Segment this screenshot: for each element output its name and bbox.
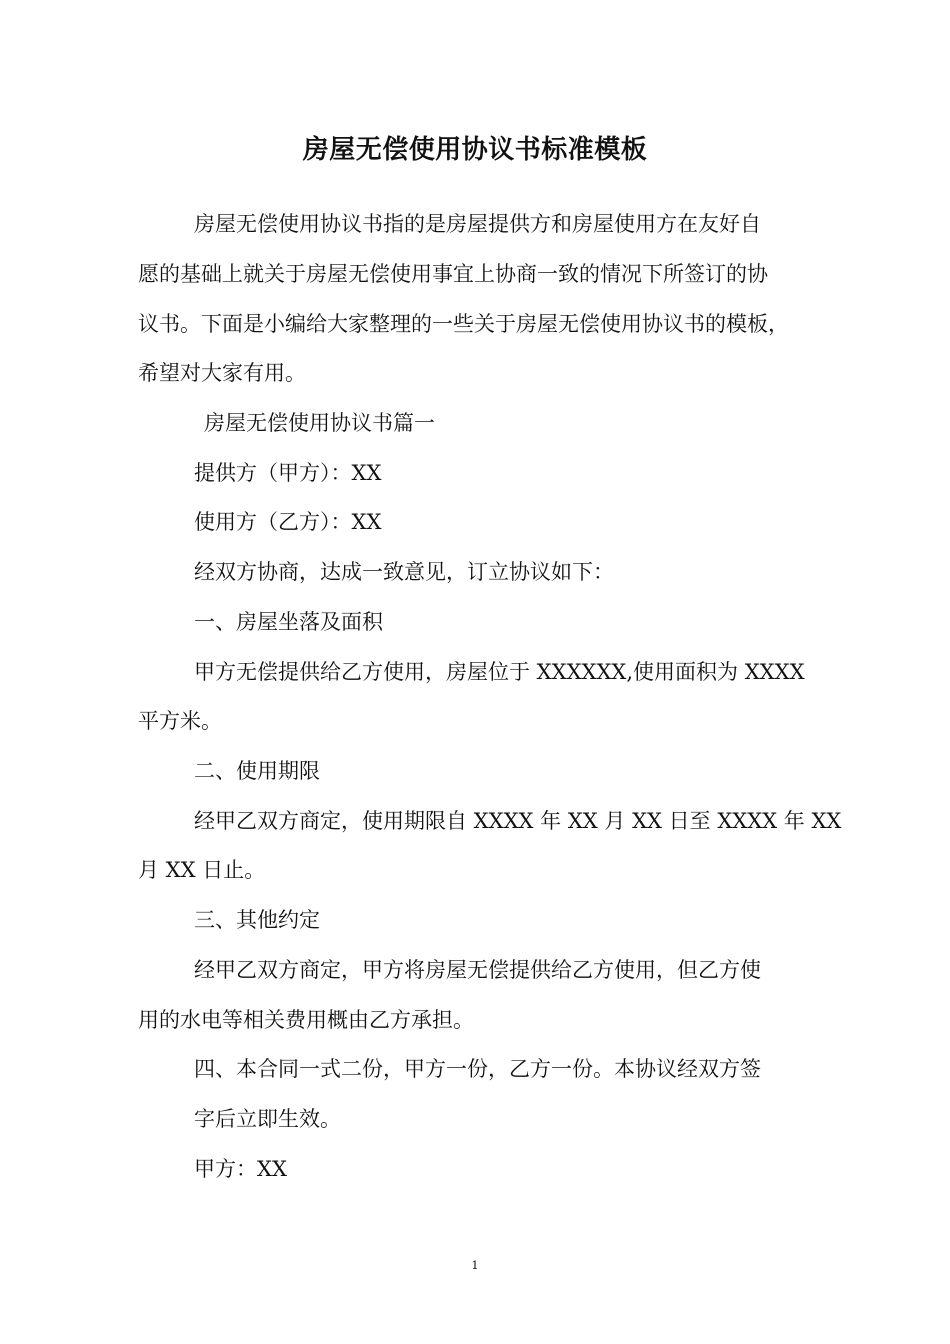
clause4-line-2: 字后立即生效。: [194, 1107, 341, 1131]
intro-line-3: 议书。下面是小编给大家整理的一些关于房屋无偿使用协议书的模板，: [138, 312, 789, 336]
page-number: 1: [471, 1259, 479, 1272]
clause2-line-2: 月 XX 日止。: [138, 858, 266, 882]
clause2-heading: 二、使用期限: [194, 759, 320, 783]
clause3-line-1: 经甲乙双方商定，甲方将房屋无偿提供给乙方使用，但乙方使: [194, 958, 761, 982]
intro-line-1: 房屋无偿使用协议书指的是房屋提供方和房屋使用方在友好自: [194, 212, 761, 236]
clause2-line-1: 经甲乙双方商定，使用期限自 XXXX 年 XX 月 XX 日至 XXXX 年 XX: [194, 809, 842, 833]
preamble-line: 经双方协商，达成一致意见，订立协议如下：: [194, 560, 614, 584]
clause1-line-2: 平方米。: [138, 709, 222, 733]
clause3-heading: 三、其他约定: [194, 908, 320, 932]
party-a-signature-line: 甲方：XX: [194, 1157, 287, 1181]
clause1-heading: 一、房屋坐落及面积: [194, 610, 383, 634]
intro-line-4: 希望对大家有用。: [138, 361, 306, 385]
clause4-line-1: 四、本合同一式二份，甲方一份，乙方一份。本协议经双方签: [194, 1057, 761, 1081]
intro-line-2: 愿的基础上就关于房屋无偿使用事宜上协商一致的情况下所签订的协: [138, 262, 768, 286]
clause1-line-1: 甲方无偿提供给乙方使用，房屋位于 XXXXXX,使用面积为 XXXX: [194, 660, 805, 684]
provider-line: 提供方（甲方）：XX: [194, 461, 382, 485]
clause3-line-2: 用的水电等相关费用概由乙方承担。: [138, 1008, 474, 1032]
document-title: 房屋无偿使用协议书标准模板: [302, 135, 648, 165]
section-heading: 房屋无偿使用协议书篇一: [204, 411, 435, 435]
user-line: 使用方（乙方）：XX: [194, 510, 382, 534]
